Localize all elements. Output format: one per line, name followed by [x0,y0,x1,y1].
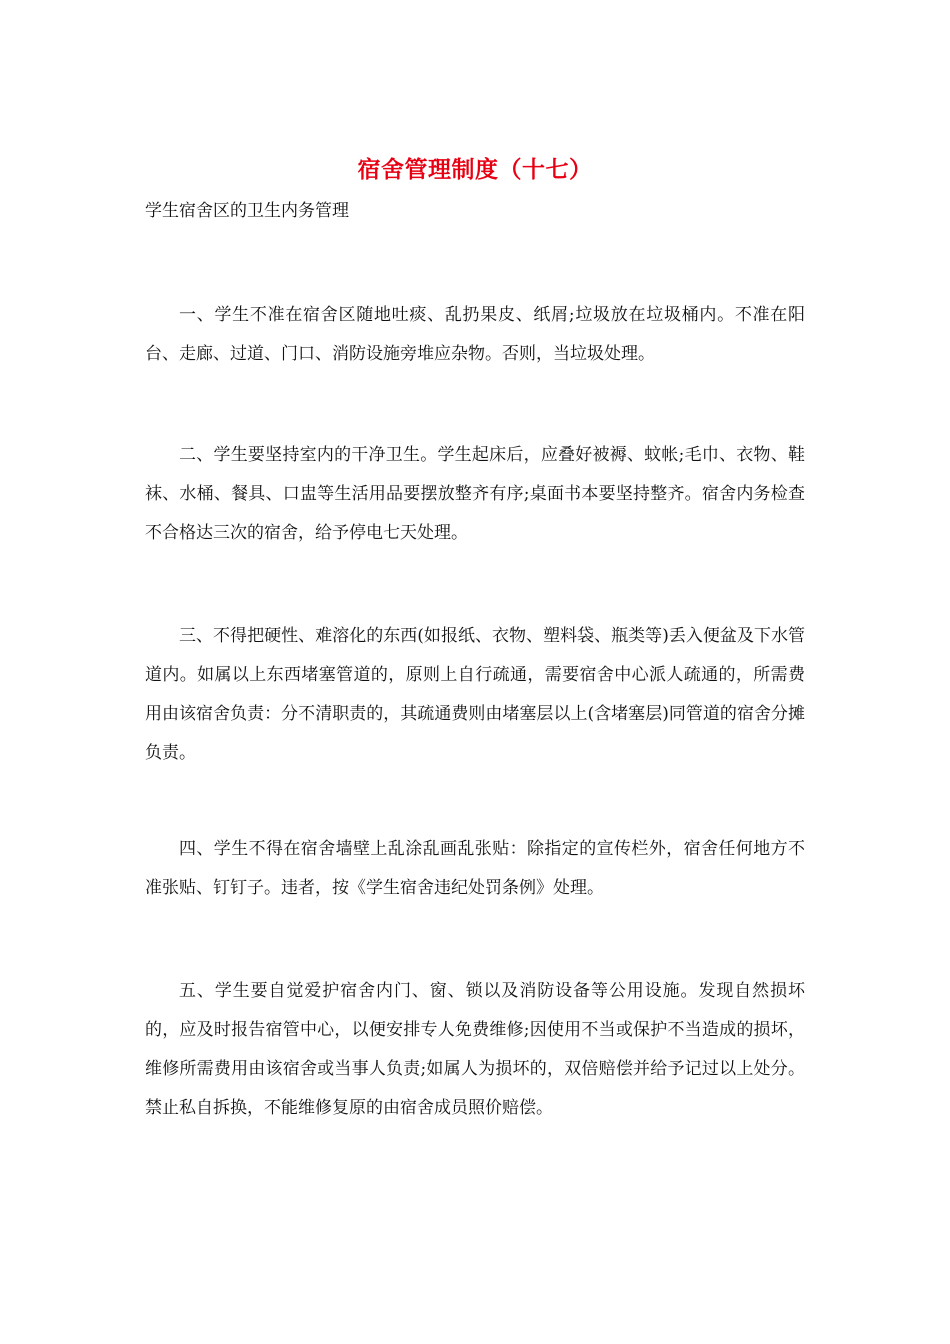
rule-paragraph-3: 三、不得把硬性、难溶化的东西(如报纸、衣物、塑料袋、瓶类等)丢入便盆及下水管道内。如属以上东西堵塞管道的，原则上自行疏通，需要宿舍中心派人疏通的，所需费用由该宿舍负责：分不清职责的，其疏通费则由堵塞层以上(含堵塞层)同管道的宿舍分摊负责。 [145,626,805,763]
document-subtitle: 学生宿舍区的卫生内务管理 [145,201,349,221]
rule-paragraph-5: 五、学生要自觉爱护宿舍内门、窗、锁以及消防设备等公用设施。发现自然损坏的，应及时报告宿管中心，以便安排专人免费维修;因使用不当或保护不当造成的损坏，维修所需费用由该宿舍或当事人负责;如属人为损坏的，双倍赔偿并给予记过以上处分。禁止私自拆换，不能维修复原的由宿舍成员照价赔偿。 [145,981,805,1118]
rule-paragraph-4: 四、学生不得在宿舍墙壁上乱涂乱画乱张贴：除指定的宣传栏外，宿舍任何地方不准张贴、钉钉子。违者，按《学生宿舍违纪处罚条例》处理。 [145,839,805,898]
rule-paragraph-1: 一、学生不准在宿舍区随地吐痰、乱扔果皮、纸屑;垃圾放在垃圾桶内。不准在阳台、走廊、过道、门口、消防设施旁堆应杂物。否则，当垃圾处理。 [145,305,805,364]
document-title: 宿舍管理制度（十七） [357,156,593,183]
rule-paragraph-2: 二、学生要坚持室内的干净卫生。学生起床后，应叠好被褥、蚊帐;毛巾、衣物、鞋袜、水桶、餐具、口盅等生活用品要摆放整齐有序;桌面书本要坚持整齐。宿舍内务检查不合格达三次的宿舍，给予停电七天处理。 [145,445,805,543]
